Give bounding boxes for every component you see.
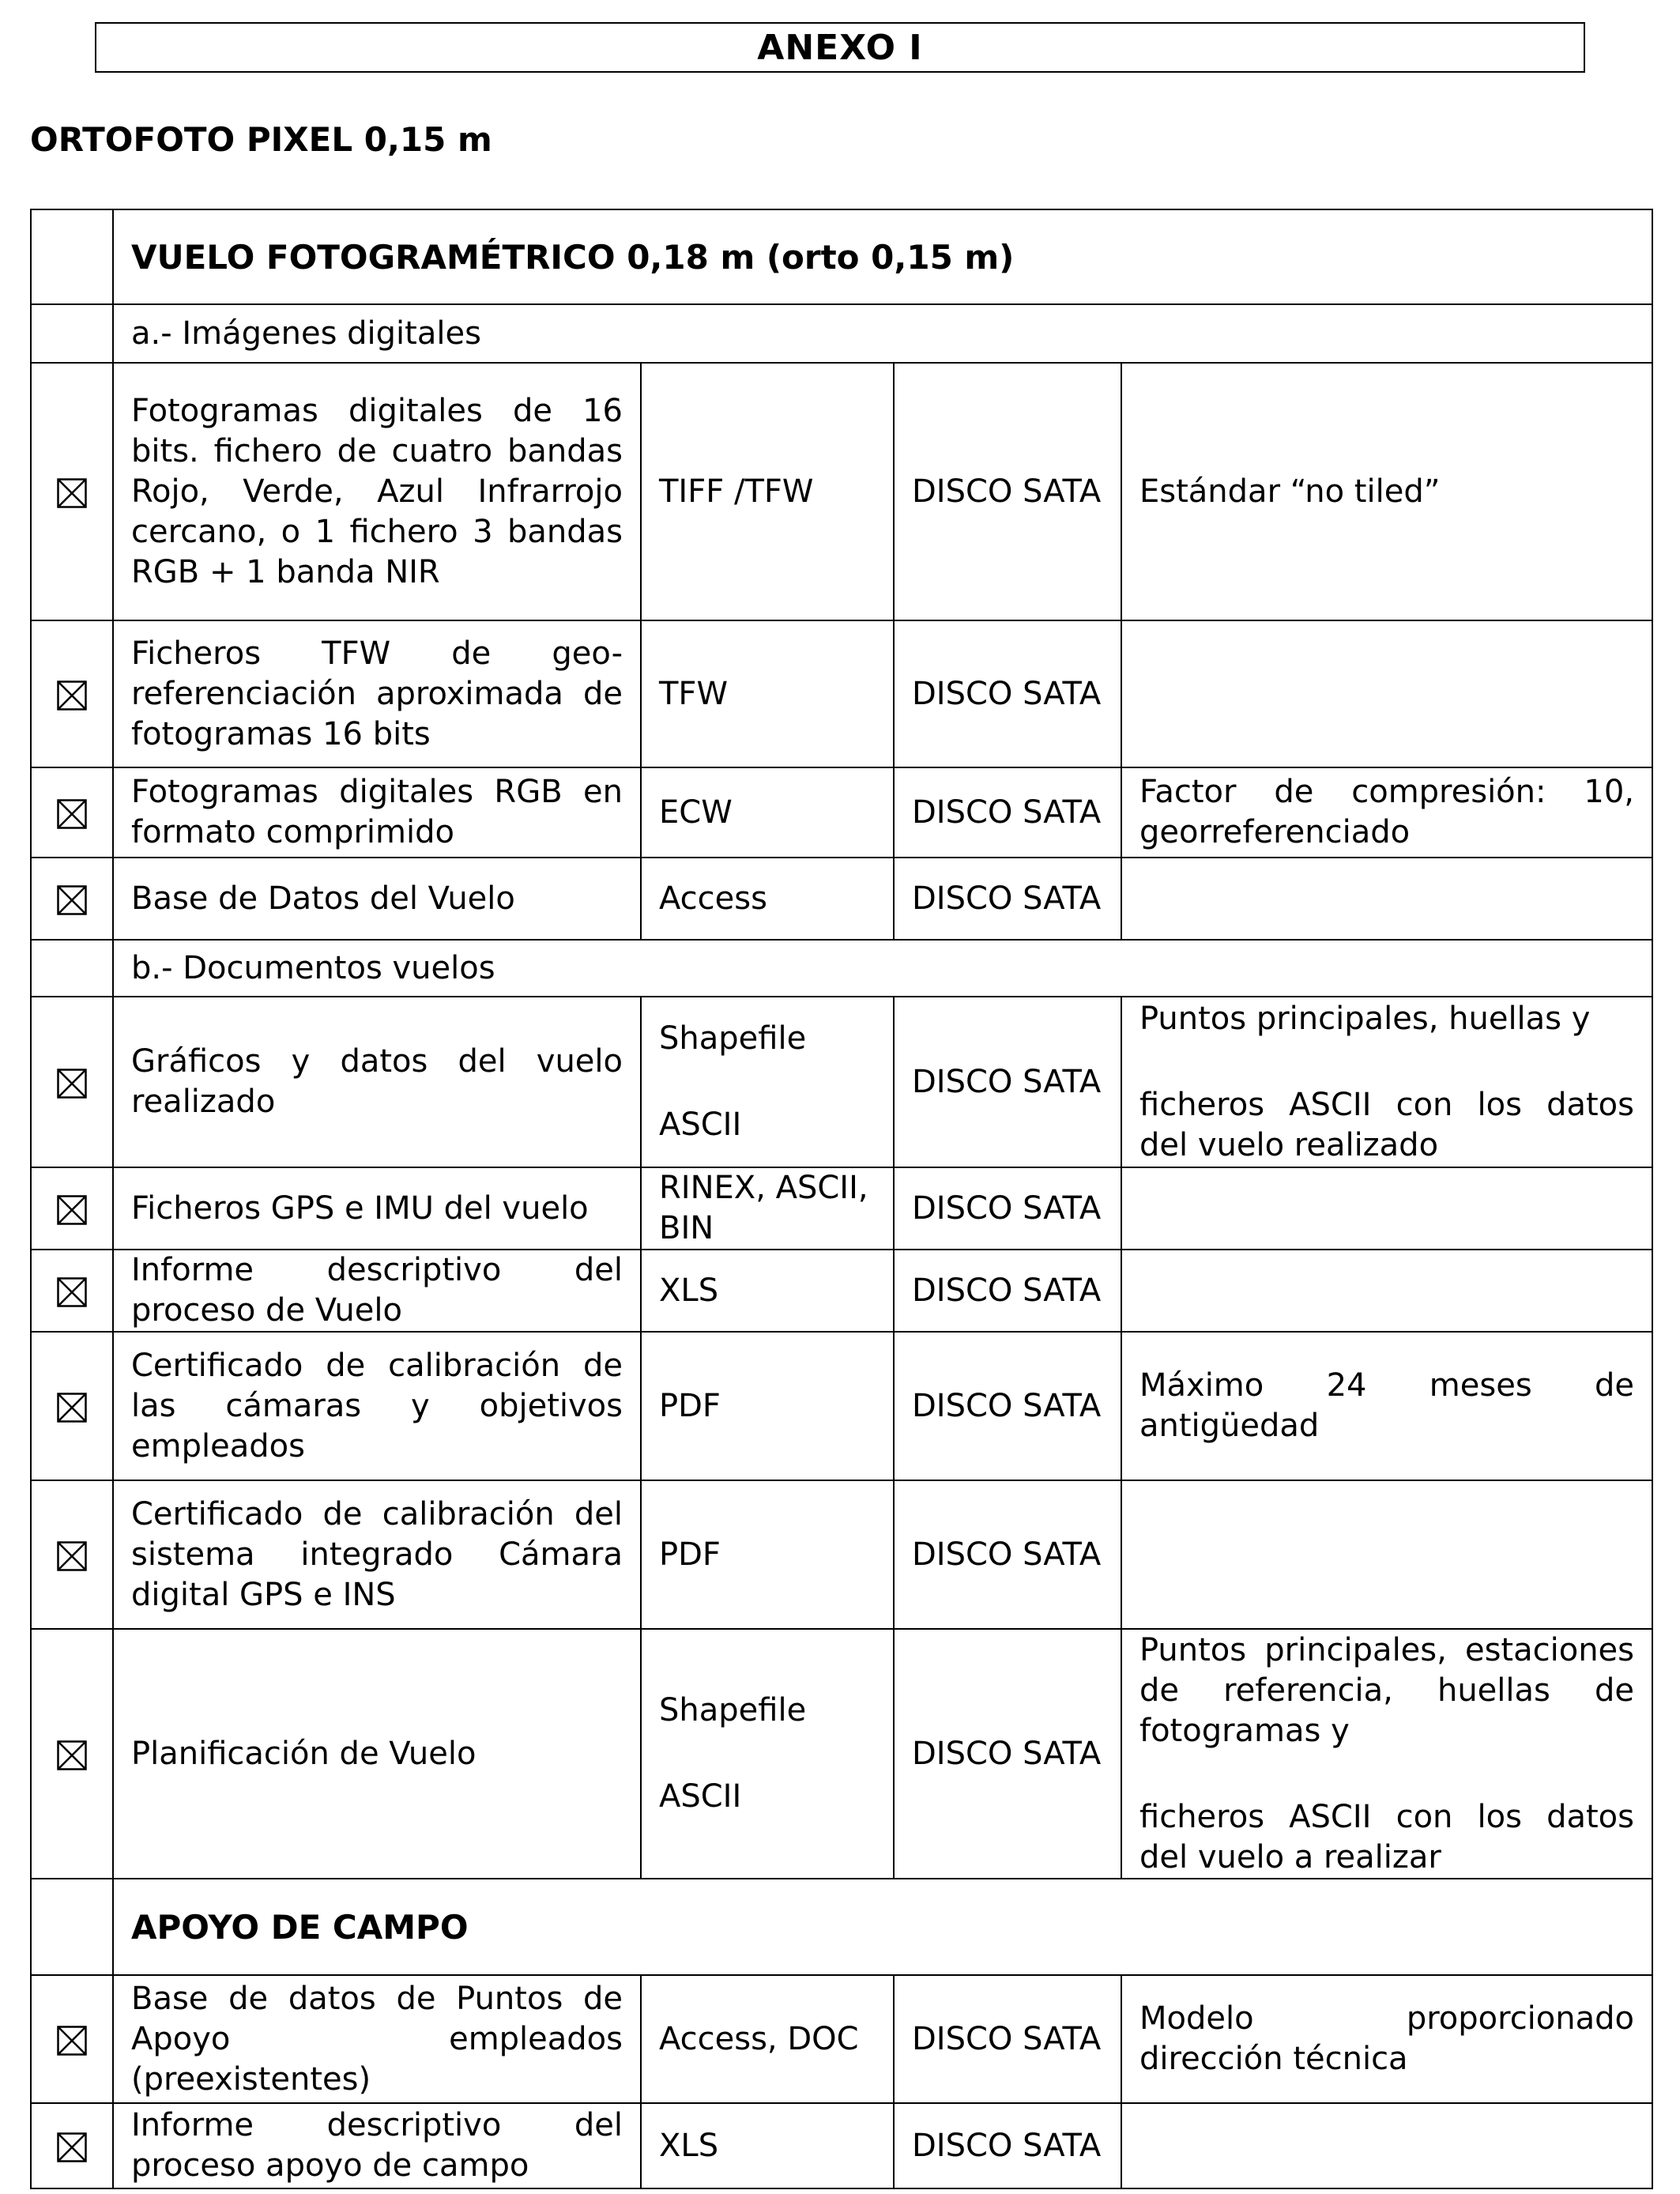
table-row — [31, 997, 1652, 1167]
row-format: ECW — [641, 767, 894, 858]
table-row — [31, 858, 1652, 940]
table-row — [31, 1167, 1652, 1250]
row-description: Fotogramas digitales RGB en formato comprimido — [113, 767, 641, 858]
row-format: Access, DOC — [641, 1975, 894, 2103]
section-row-vuelo — [31, 209, 1652, 304]
format-line: ASCII — [659, 1778, 742, 1815]
row-media: DISCO SATA — [894, 2103, 1121, 2188]
empty-cell — [31, 304, 113, 363]
format-line: ASCII — [659, 1106, 742, 1143]
table-row — [31, 1629, 1652, 1879]
row-format: PDF — [641, 1480, 894, 1629]
row-media: DISCO SATA — [894, 1975, 1121, 2103]
row-format: TIFF /TFW — [641, 363, 894, 620]
row-description: Ficheros GPS e IMU del vuelo — [113, 1167, 641, 1250]
empty-cell — [31, 209, 113, 304]
row-media: DISCO SATA — [894, 363, 1121, 620]
row-description: Base de datos de Puntos de Apoyo empleados (preexistentes) — [113, 1975, 641, 2103]
row-note — [1121, 1480, 1652, 1629]
row-note — [1121, 1167, 1652, 1250]
checked-checkbox-icon[interactable] — [57, 1277, 87, 1307]
checked-checkbox-icon[interactable] — [57, 680, 87, 711]
row-note: Modelo proporcionado dirección técnica — [1121, 1975, 1652, 2103]
row-note: Estándar “no tiled” — [1121, 363, 1652, 620]
note-line: ficheros ASCII con los datos del vuelo realizado — [1139, 1086, 1634, 1163]
row-description: Informe descriptivo del proceso apoyo de campo — [113, 2103, 641, 2188]
format-line: Shapefile — [659, 1692, 807, 1728]
row-description: Ficheros TFW de geo-referenciación aproximada de fotogramas 16 bits — [113, 620, 641, 767]
deliverables-table — [30, 209, 1653, 2189]
table-row — [31, 363, 1652, 620]
table-row — [31, 2103, 1652, 2188]
section-header-apoyo: APOYO DE CAMPO — [113, 1879, 1652, 1975]
section-header-vuelo: VUELO FOTOGRAMÉTRICO 0,18 m (orto 0,15 m) — [113, 209, 1652, 304]
row-note — [1121, 997, 1652, 1167]
row-media: DISCO SATA — [894, 1250, 1121, 1332]
row-description: Planificación de Vuelo — [113, 1629, 641, 1879]
row-note: Máximo 24 meses de antigüedad — [1121, 1332, 1652, 1480]
row-description: Gráficos y datos del vuelo realizado — [113, 997, 641, 1167]
row-note — [1121, 620, 1652, 767]
row-note — [1121, 2103, 1652, 2188]
table-row — [31, 767, 1652, 858]
note-line: ficheros ASCII con los datos del vuelo a realizar — [1139, 1798, 1634, 1875]
section-row-apoyo — [31, 1879, 1652, 1975]
row-format: TFW — [641, 620, 894, 767]
row-description: Base de Datos del Vuelo — [113, 858, 641, 940]
subsection-header-imagenes: a.- Imágenes digitales — [113, 304, 1652, 363]
row-description: Certificado de calibración del sistema integrado Cámara digital GPS e INS — [113, 1480, 641, 1629]
document-subtitle: ORTOFOTO PIXEL 0,15 m — [30, 120, 492, 159]
checked-checkbox-icon[interactable] — [57, 799, 87, 829]
row-format: Access — [641, 858, 894, 940]
checked-checkbox-icon[interactable] — [57, 1069, 87, 1099]
row-media: DISCO SATA — [894, 767, 1121, 858]
subsection-row-documentos — [31, 940, 1652, 997]
table-row — [31, 1332, 1652, 1480]
checked-checkbox-icon[interactable] — [57, 478, 87, 508]
row-media: DISCO SATA — [894, 1629, 1121, 1879]
row-media: DISCO SATA — [894, 1167, 1121, 1250]
subsection-header-documentos: b.- Documentos vuelos — [113, 940, 1652, 997]
checked-checkbox-icon[interactable] — [57, 885, 87, 915]
row-media: DISCO SATA — [894, 997, 1121, 1167]
checked-checkbox-icon[interactable] — [57, 1195, 87, 1225]
row-description: Fotogramas digitales de 16 bits. fichero de cuatro bandas Rojo, Verde, Azul Infrarrojo cercano, o 1 fichero 3 bandas RGB + 1 banda NIR — [113, 363, 641, 620]
row-note — [1121, 1250, 1652, 1332]
row-media: DISCO SATA — [894, 1480, 1121, 1629]
empty-cell — [31, 1879, 113, 1975]
annex-title: ANEXO I — [95, 22, 1585, 73]
row-description: Certificado de calibración de las cámaras y objetivos empleados — [113, 1332, 641, 1480]
checked-checkbox-icon[interactable] — [57, 1393, 87, 1423]
row-media: DISCO SATA — [894, 1332, 1121, 1480]
row-format — [641, 1629, 894, 1879]
table-row — [31, 1250, 1652, 1332]
table-row — [31, 1975, 1652, 2103]
row-format: PDF — [641, 1332, 894, 1480]
row-description: Informe descriptivo del proceso de Vuelo — [113, 1250, 641, 1332]
row-note: Factor de compresión: 10, georreferenciado — [1121, 767, 1652, 858]
empty-cell — [31, 940, 113, 997]
table-row — [31, 1480, 1652, 1629]
table-row — [31, 620, 1652, 767]
row-format: XLS — [641, 1250, 894, 1332]
note-line: Puntos principales, estaciones de referencia, huellas de fotogramas y — [1139, 1631, 1634, 1749]
subsection-row-imagenes — [31, 304, 1652, 363]
note-line: Puntos principales, huellas y — [1139, 1000, 1591, 1037]
format-line: Shapefile — [659, 1020, 807, 1057]
row-note — [1121, 1629, 1652, 1879]
row-format: RINEX, ASCII, BIN — [641, 1167, 894, 1250]
row-note — [1121, 858, 1652, 940]
row-media: DISCO SATA — [894, 620, 1121, 767]
row-format: XLS — [641, 2103, 894, 2188]
row-format — [641, 997, 894, 1167]
checked-checkbox-icon[interactable] — [57, 1740, 87, 1770]
checked-checkbox-icon[interactable] — [57, 2026, 87, 2056]
checked-checkbox-icon[interactable] — [57, 1541, 87, 1571]
checked-checkbox-icon[interactable] — [57, 2132, 87, 2162]
row-media: DISCO SATA — [894, 858, 1121, 940]
